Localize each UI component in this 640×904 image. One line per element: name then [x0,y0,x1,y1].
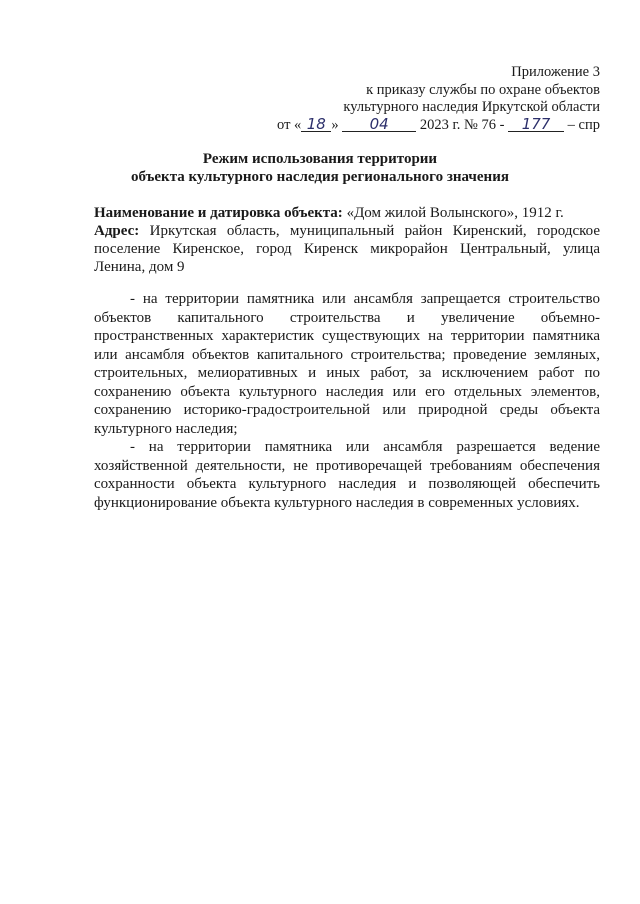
regime-text [94,290,600,512]
year-number-text: 2023 г. № 76 - [419,116,505,133]
date-prefix: от « [277,116,302,133]
regime-paragraph-permitted: - на территории памятника или ансамбля разрешается ведение хозяйственной деятельности, не противоречащей требованиям обеспечения сохранности объекта культурного наследия и позволяющей обеспечить функционирование объекта культурного наследия в современных условиях. [94,439,600,511]
appendix-order-line: к приказу службы по охране объектов [366,81,600,98]
document-title [0,150,640,186]
object-name-value: «Дом жилой Волынского», 1912 г. [346,205,564,221]
handwritten-day: 18 [301,117,331,132]
object-address-value: Иркутская область, муниципальный район Киренский, городское поселение Киренское, город Киренск микрорайон Центральный, улица Ленина, дом 9 [94,223,601,275]
appendix-agency-line: культурного наследия Иркутской области [343,99,600,115]
object-name-label: Наименование и датировка объекта: [94,205,343,221]
handwritten-month: 04 [342,117,416,132]
object-name-row [94,204,600,222]
title-line-2: объекта культурного наследия регионального значения [131,169,509,185]
regime-paragraph-prohibited: - на территории памятника или ансамбля запрещается строительство объектов капитального строительства и увеличение объемно-пространственных характеристик существующих на территории памятника или ансамбля объектов капитального строительства; проведение земляных, строительных, мелиоративных и иных работ, за исключением работ по сохранению объекта культурного наследия или его отдельных элементов, сохранению историко-градостроительной или природной среды объекта культурного наследия; [94,291,600,437]
appendix-title: Приложение 3 [511,64,600,80]
object-info [94,204,600,276]
order-suffix: – спр [567,116,600,133]
date-mid: » [331,116,339,133]
appendix-header [277,64,600,134]
title-line-1: Режим использования территории [202,151,438,167]
object-address-label: Адрес: [94,223,140,239]
appendix-date-line [277,114,600,135]
handwritten-number: 177 [508,117,564,132]
object-address-row [94,222,600,276]
